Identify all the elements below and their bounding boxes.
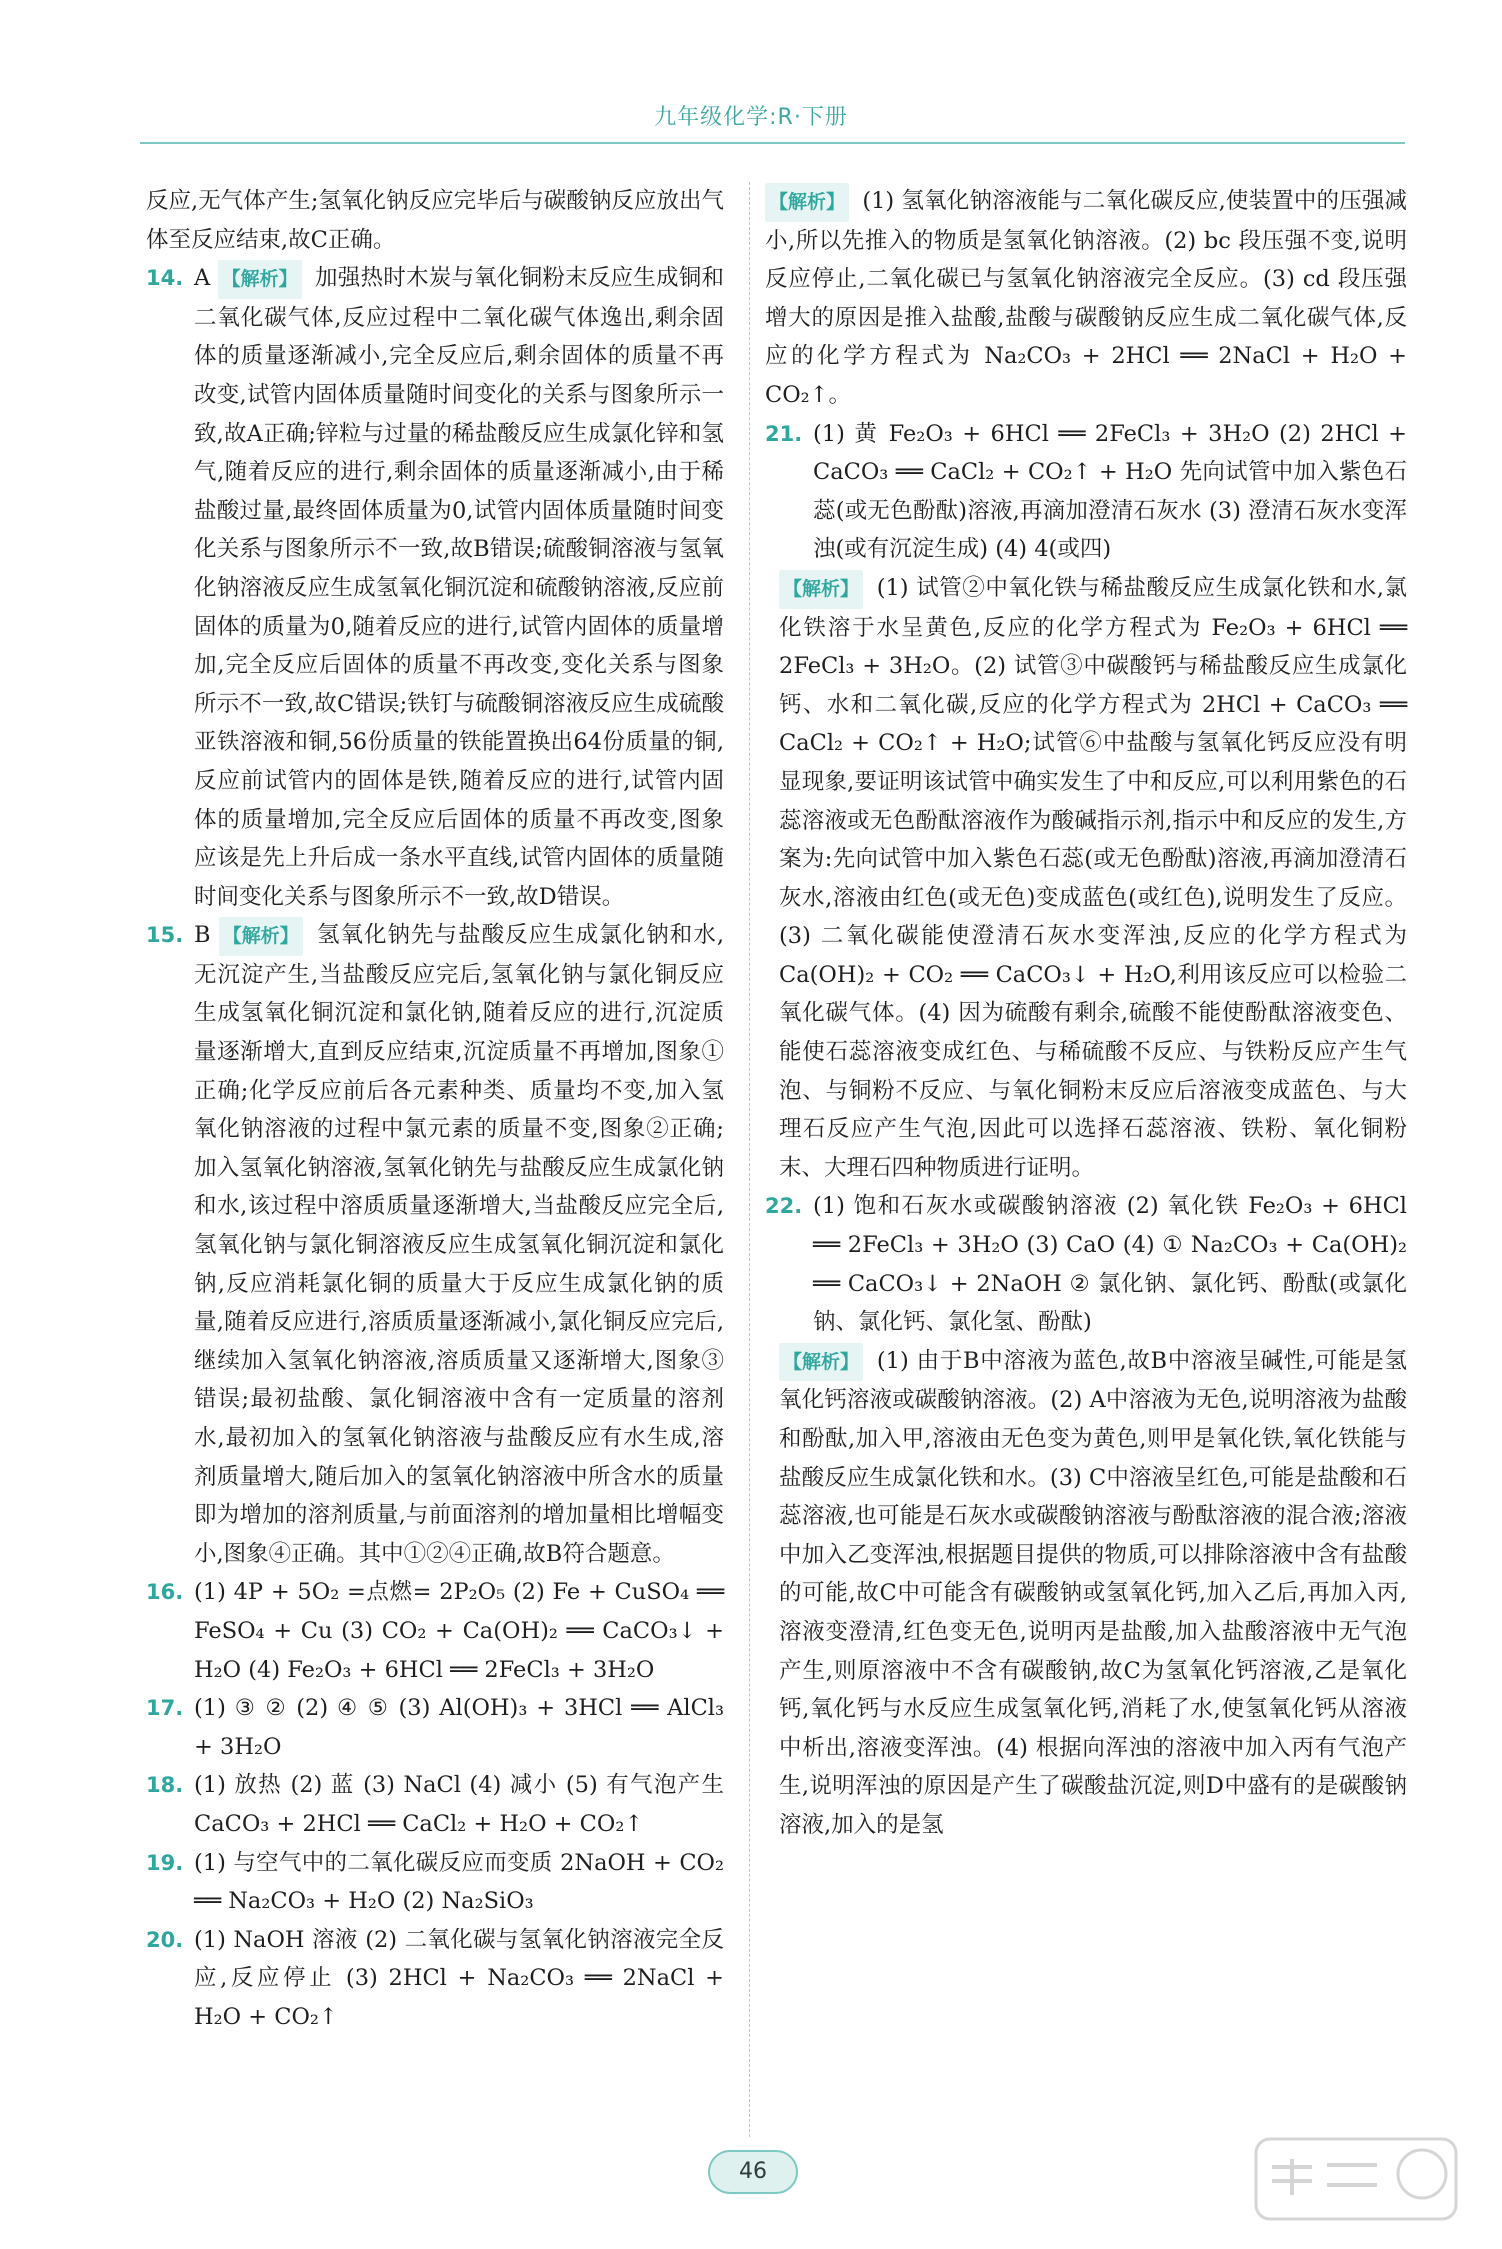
question-number: 18. <box>146 1773 184 1798</box>
analysis-text: (1) 氢氧化钠溶液能与二氧化碳反应,使装置中的压强减小,所以先推入的物质是氢氧化钠溶液。(2) bc 段压强不变,说明反应停止,二氧化碳已与氢氧化钠溶液完全反应。(3) cd 段压强增大的原因是推入盐酸,盐酸与碳酸钠反应生成二氧化碳气体,反应的化学方程式为 Na₂CO₃ + 2HCl ══ 2NaCl + H₂O + CO₂↑。 <box>765 188 1407 408</box>
answer-text: (1) 4P + 5O₂ =点燃= 2P₂O₅ (2) Fe + CuSO₄ ══ FeSO₄ + Cu (3) CO₂ + Ca(OH)₂ ══ CaCO₃↓ + H₂O (4) Fe₂O₃ + 6HCl ══ 2FeCl₃ + 3H₂O <box>194 1579 724 1683</box>
analysis-text: (1) 由于B中溶液为蓝色,故B中溶液呈碱性,可能是氢氧化钙溶液或碳酸钠溶液。(2) A中溶液为无色,说明溶液为盐酸和酚酞,加入甲,溶液由无色变为黄色,则甲是氧化铁,氧化铁能与盐酸反应生成氯化铁和水。(3) C中溶液呈红色,可能是盐酸和石蕊溶液,也可能是石灰水或碳酸钠溶液与酚酞溶液的混合液;溶液中加入乙变浑浊,根据题目提供的物质,可以排除溶液中含有盐酸的可能,故C中可能含有碳酸钠或氢氧化钙,加入乙后,再加入丙,溶液变澄清,红色变无色,说明丙是盐酸,加入盐酸溶液中无气泡产生,则原溶液中不含有碳酸钠,故C为氢氧化钙溶液,乙是氧化钙,氧化钙与水反应生成氢氧化钙,消耗了水,使氢氧化钙从溶液中析出,溶液变浑浊。(4) 根据向浑浊的溶液中加入丙有气泡产生,说明浑浊的原因是产生了碳酸盐沉淀,则D中盛有的是碳酸钠溶液,加入的是氢 <box>779 1347 1407 1838</box>
question-17 <box>146 1689 724 1766</box>
question-16 <box>146 1573 724 1689</box>
header-title: 九年级化学:R·下册 <box>654 105 848 130</box>
answer-text: (1) NaOH 溶液 (2) 二氧化碳与氢氧化钠溶液完全反应,反应停止 (3) 2HCl + Na₂CO₃ ══ 2NaCl + H₂O + CO₂↑ <box>194 1926 724 2030</box>
question-number: 20. <box>146 1927 184 1952</box>
question-15 <box>146 916 724 1573</box>
analysis-text: 加强热时木炭与氧化铜粉末反应生成铜和二氧化碳气体,反应过程中二氧化碳气体逸出,剩余固体的质量逐渐减小,完全反应后,剩余固体的质量不再改变,试管内固体质量随时间变化的关系与图象所示一致,故A正确;锌粒与过量的稀盐酸反应生成氯化锌和氢气,随着反应的进行,剩余固体的质量逐渐减小,由于稀盐酸过量,最终固体质量为0,试管内固体质量随时间变化关系与图象所示不一致,故B错误;硫酸铜溶液与氢氧化钠溶液反应生成氢氧化铜沉淀和硫酸钠溶液,反应前固体的质量为0,随着反应的进行,试管内固体的质量增加,完全反应后固体的质量不再改变,变化关系与图象所示不一致,故C错误;铁钉与硫酸铜溶液反应生成硫酸亚铁溶液和铜,56份质量的铁能置换出64份质量的铜,反应前试管内的固体是铁,随着反应的进行,试管内固体的质量增加,完全反应后固体的质量不再改变,图象应该是先上升后成一条水平直线,试管内固体的质量随时间变化关系与图象所示不一致,故D错误。 <box>194 265 724 910</box>
watermark-logo <box>1252 2129 1462 2229</box>
analysis-20 <box>765 182 1407 415</box>
analysis-text: (1) 试管②中氧化铁与稀盐酸反应生成氯化铁和水,氯化铁溶于水呈黄色,反应的化学方程式为 Fe₂O₃ + 6HCl ══ 2FeCl₃ + 3H₂O。(2) 试管③中碳酸钙与稀盐酸反应生成氯化钙、水和二氧化碳,反应的化学方程式为 2HCl + CaCO₃ ══ CaCl₂ + CO₂↑ + H₂O;试管⑥中盐酸与氢氧化钙反应没有明显现象,要证明该试管中确实发生了中和反应,可以利用紫色的石蕊溶液或无色酚酞溶液作为酸碱指示剂,指示中和反应的发生,方案为:先向试管中加入紫色石蕊(或无色酚酞)溶液,再滴加澄清石灰水,溶液由红色(或无色)变成蓝色(或红色),说明发生了反应。(3) 二氧化碳能使澄清石灰水变浑浊,反应的化学方程式为 Ca(OH)₂ + CO₂ ══ CaCO₃↓ + H₂O,利用该反应可以检验二氧化碳气体。(4) 因为硫酸有剩余,硫酸不能使酚酞溶液变色、能使石蕊溶液变成红色、与稀硫酸不反应、与铁粉反应产生气泡、与铜粉不反应、与氧化铜粉末反应后溶液变成蓝色、与大理石反应产生气泡,因此可以选择石蕊溶液、铁粉、氧化铜粉末、大理石四种物质进行证明。 <box>779 574 1407 1181</box>
page-number: 46 <box>708 2150 798 2194</box>
question-number: 22. <box>765 1194 803 1219</box>
answer-text: (1) ③ ② (2) ④ ⑤ (3) Al(OH)₃ + 3HCl ══ AlCl₃ + 3H₂O <box>194 1695 724 1760</box>
analysis-tag: 【解析】 <box>218 260 302 299</box>
question-20 <box>146 1921 724 2037</box>
answer-text: (1) 放热 (2) 蓝 (3) NaCl (4) 减小 (5) 有气泡产生 CaCO₃ + 2HCl ══ CaCl₂ + H₂O + CO₂↑ <box>194 1772 724 1837</box>
analysis-tag: 【解析】 <box>779 570 863 609</box>
answer-letter: B <box>194 922 211 949</box>
page-header <box>0 0 1502 150</box>
question-18 <box>146 1766 724 1843</box>
question-number: 19. <box>146 1850 184 1875</box>
answer-text: (1) 饱和石灰水或碳酸钠溶液 (2) 氧化铁 Fe₂O₃ + 6HCl ══ 2FeCl₃ + 3H₂O (3) CaO (4) ① Na₂CO₃ + Ca(OH)₂ ══ CaCO₃↓ + 2NaOH ② 氯化钠、氯化钙、酚酞(或氯化钠、氯化钙、氯化氢、酚酞) <box>813 1193 1407 1336</box>
analysis-tag: 【解析】 <box>779 1343 863 1382</box>
question-14 <box>146 259 724 916</box>
question-number: 16. <box>146 1580 184 1605</box>
analysis-21 <box>765 569 1407 1188</box>
analysis-tag: 【解析】 <box>219 917 303 956</box>
question-number: 14. <box>146 266 184 291</box>
question-22 <box>765 1187 1407 1341</box>
continuation-text: 反应,无气体产生;氢氧化钠反应完毕后与碳酸钠反应放出气体至反应结束,故C正确。 <box>146 188 724 253</box>
left-column <box>146 182 724 2037</box>
question-19 <box>146 1844 724 1921</box>
analysis-text: 氢氧化钠先与盐酸反应生成氯化钠和水,无沉淀产生,当盐酸反应完后,氢氧化钠与氯化铜反应生成氢氧化铜沉淀和氯化钠,随着反应的进行,沉淀质量逐渐增大,直到反应结束,沉淀质量不再增加,图象①正确;化学反应前后各元素种类、质量均不变,加入氢氧化钠溶液的过程中氯元素的质量不变,图象②正确;加入氢氧化钠溶液,氢氧化钠先与盐酸反应生成氯化钠和水,该过程中溶质质量逐渐增大,当盐酸反应完全后,氢氧化钠与氯化铜溶液反应生成氢氧化铜沉淀和氯化钠,反应消耗氯化铜的质量大于反应生成氯化钠的质量,随着反应进行,溶质质量逐渐减小,氯化铜反应完后,继续加入氢氧化钠溶液,溶质质量又逐渐增大,图象③错误;最初盐酸、氯化铜溶液中含有一定质量的溶剂水,最初加入的氢氧化钠溶液与盐酸反应有水生成,溶剂质量增大,随后加入的氢氧化钠溶液中所含水的质量即为增加的溶剂质量,与前面溶剂的增加量相比增幅变小,图象④正确。其中①②④正确,故B符合题意。 <box>194 922 725 1567</box>
question-number: 15. <box>146 923 184 948</box>
question-number: 21. <box>765 421 803 446</box>
column-divider <box>749 182 750 2137</box>
analysis-22 <box>765 1342 1407 1845</box>
question-21 <box>765 415 1407 569</box>
answer-letter: A <box>194 265 211 292</box>
right-column <box>765 182 1407 1845</box>
answer-text: (1) 与空气中的二氧化碳反应而变质 2NaOH + CO₂ ══ Na₂CO₃ + H₂O (2) Na₂SiO₃ <box>194 1849 724 1915</box>
answer-text: (1) 黄 Fe₂O₃ + 6HCl ══ 2FeCl₃ + 3H₂O (2) 2HCl + CaCO₃ ══ CaCl₂ + CO₂↑ + H₂O 先向试管中加入紫色石蕊(或无色酚酞)溶液,再滴加澄清石灰水 (3) 澄清石灰水变浑浊(或有沉淀生成) (4) 4(或四) <box>813 420 1407 563</box>
header-rule <box>140 142 1405 144</box>
question-number: 17. <box>146 1696 184 1721</box>
analysis-tag: 【解析】 <box>765 183 849 222</box>
